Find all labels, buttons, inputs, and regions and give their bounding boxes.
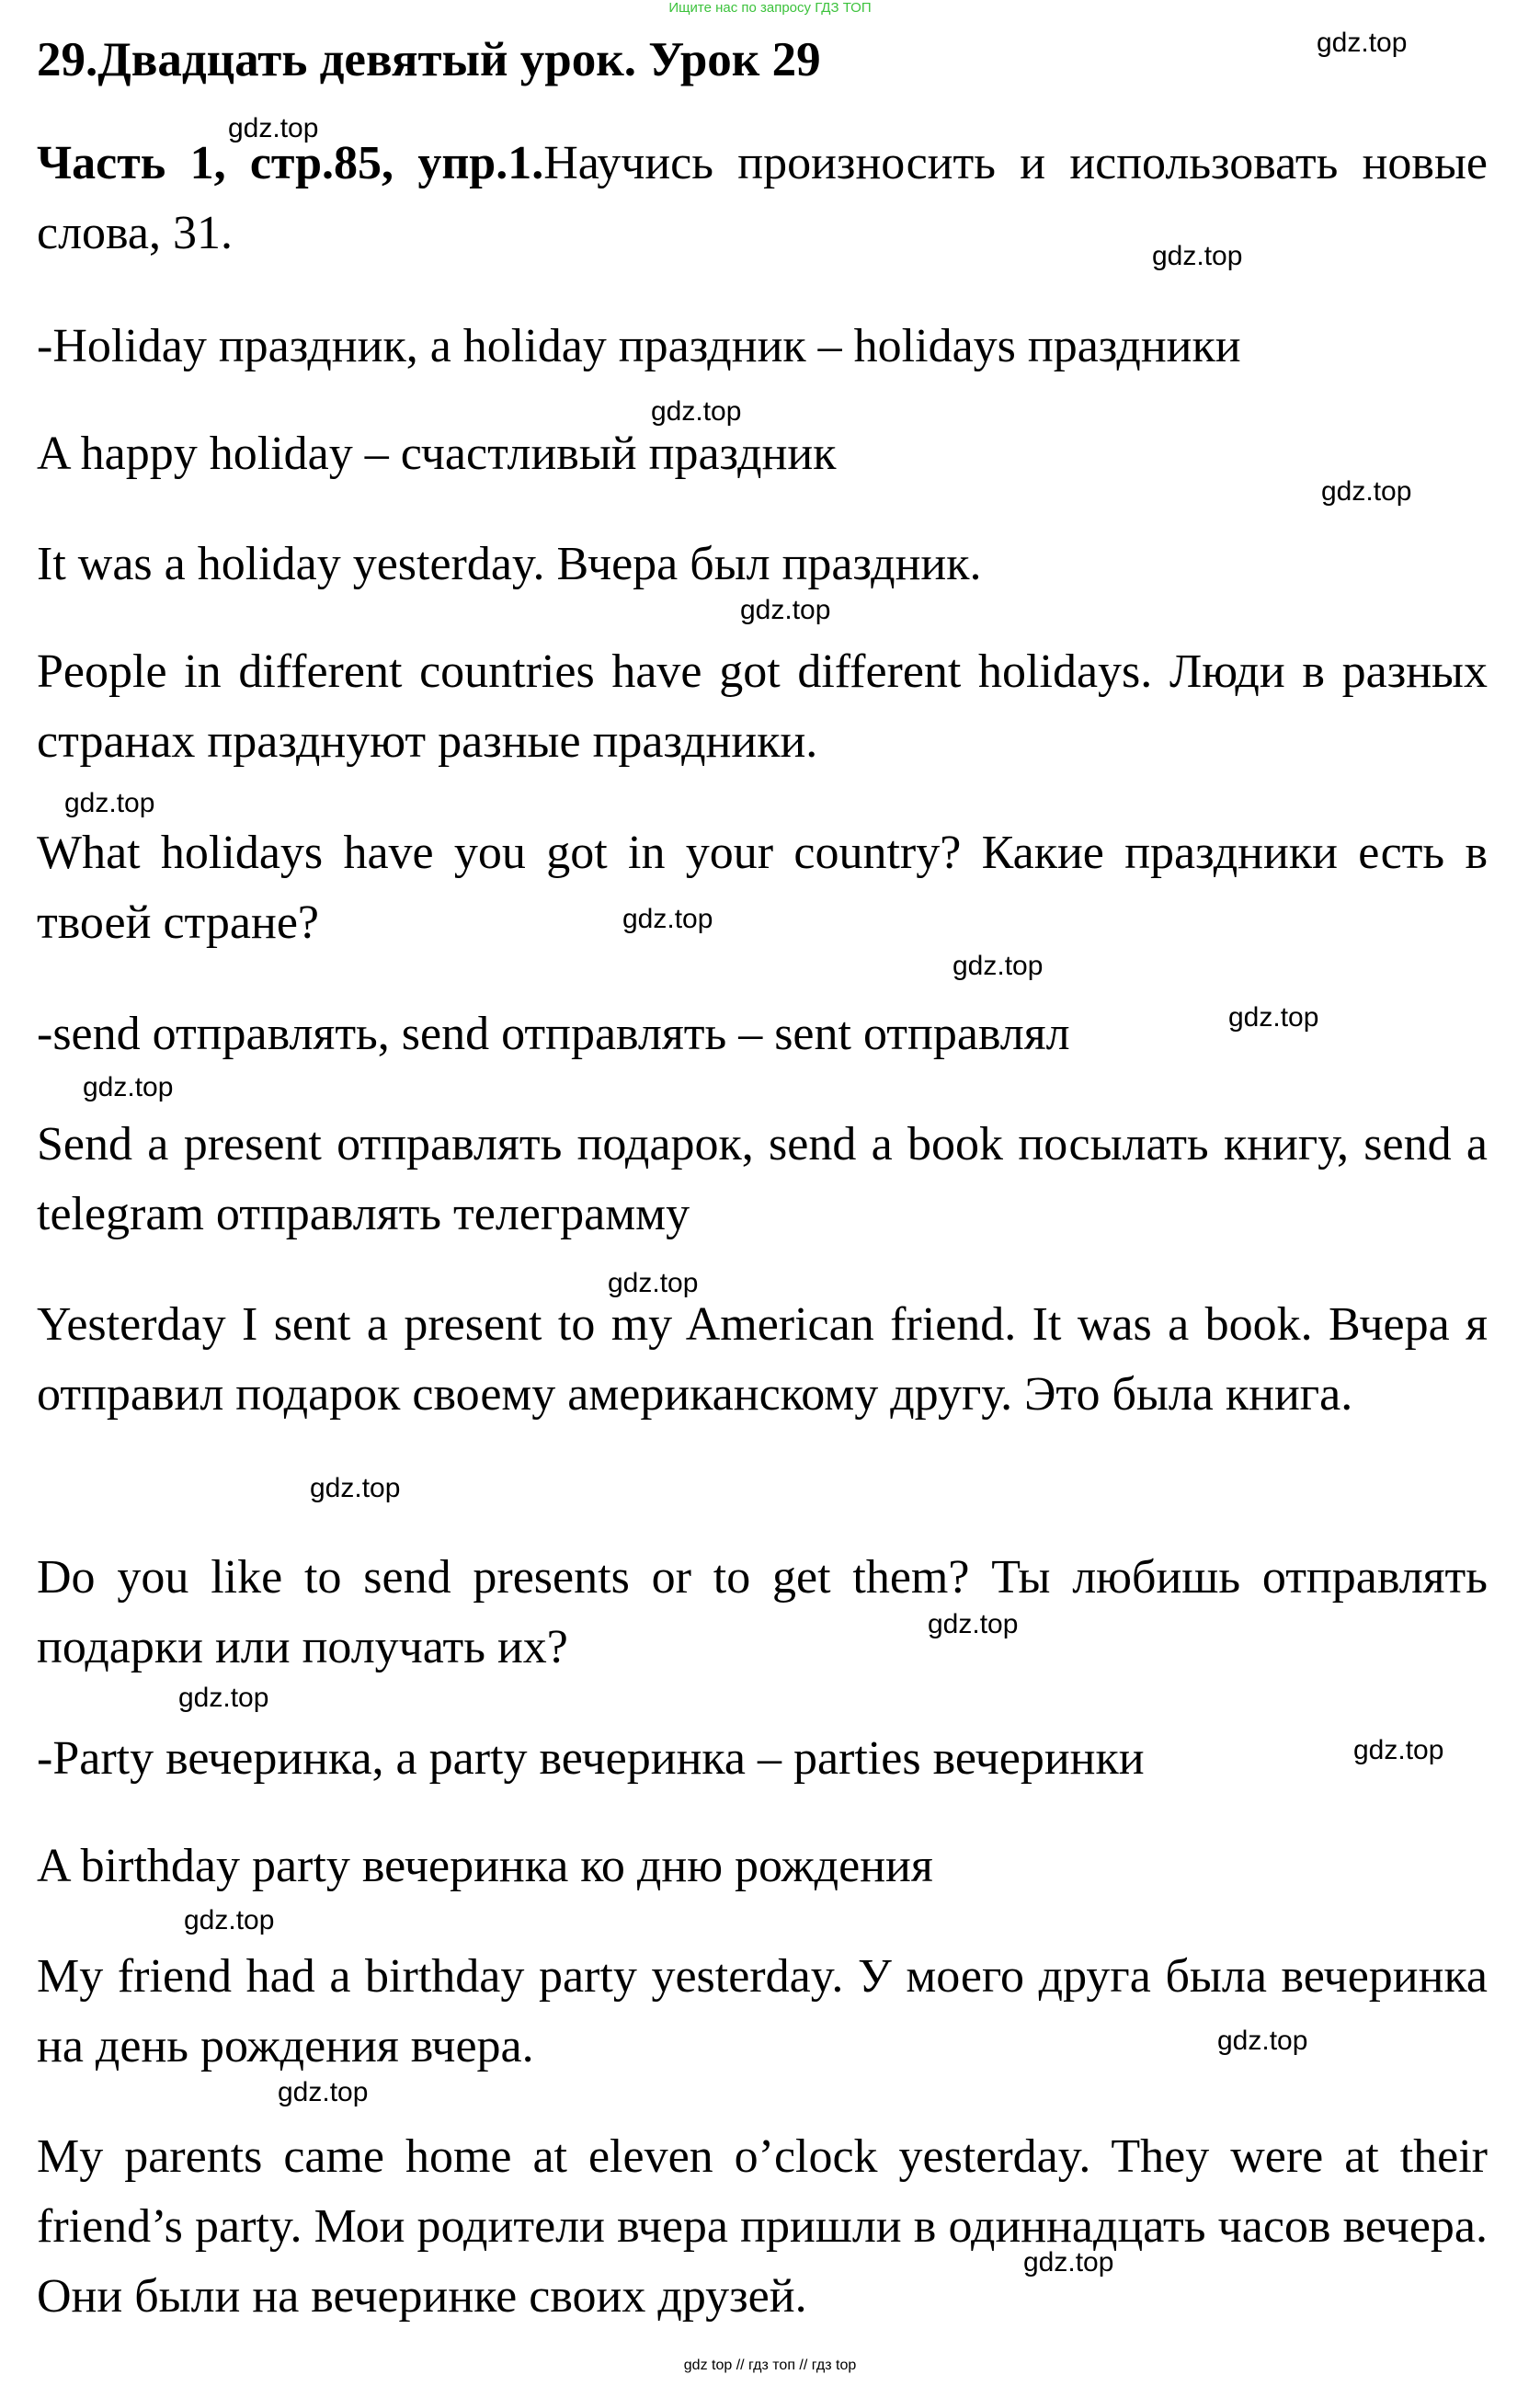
watermark: gdz.top [1217,2026,1308,2056]
footer-note: gdz top // гдз топ // гдз top [683,2357,857,2373]
paragraph-send-or-get: Do you like to send presents or to get them? Ты любишь отправлять подарки или получать их? [37,1551,1488,1673]
watermark: gdz.top [184,1905,275,1935]
watermark: gdz.top [622,904,713,934]
watermark: gdz.top [178,1683,269,1713]
task-label: Часть 1, стр.85, упр.1. [37,137,544,189]
watermark: gdz.top [953,951,1044,981]
watermark: gdz.top [310,1473,401,1503]
task-text: Научись произносить и использовать новые слова, 31. [37,137,1489,259]
paragraph-holiday-yesterday: It was a holiday yesterday. Вчера был праздник. [37,538,982,590]
watermark: gdz.top [228,113,319,143]
watermark: gdz.top [740,595,831,625]
watermark: gdz.top [83,1072,174,1102]
watermark: gdz.top [1353,1735,1444,1765]
paragraph-holiday-forms: -Holiday праздник, a holiday праздник – holidays праздники [37,320,1241,372]
paragraph-send-forms: -send отправлять, send отправлять – sent отправлял [37,1008,1070,1060]
watermark: gdz.top [928,1609,1019,1639]
watermark: gdz.top [278,2077,369,2107]
watermark: gdz.top [1228,1002,1319,1033]
watermark: gdz.top [1317,28,1408,58]
paragraph-happy-holiday: A happy holiday – счастливый праздник [37,428,837,480]
watermark: gdz.top [651,396,742,427]
task-heading [37,129,1488,268]
watermark: gdz.top [64,788,155,818]
page-title: 29.Двадцать девятый урок. Урок 29 [37,33,821,86]
watermark: gdz.top [1152,241,1243,271]
paragraph-friend-party: My friend had a birthday party yesterday. У моего друга была вечеринка на день рождения вчера. [37,1950,1488,2072]
paragraph-sent-present: Yesterday I sent a present to my American friend. It was a book. Вчера я отправил подарок своему американскому другу. Это была книга. [37,1298,1488,1421]
paragraph-send-examples: Send a present отправлять подарок, send a book посылать книгу, send a telegram отправлять телеграмму [37,1118,1488,1240]
paragraph-what-holidays: What holidays have you got in your country? Какие праздники есть в твоей стране? [37,827,1488,949]
top-search-note: Ищите нас по запросу ГДЗ ТОП [668,0,872,16]
paragraph-birthday-party: A birthday party вечеринка ко дню рождения [37,1840,933,1892]
watermark: gdz.top [1023,2247,1114,2278]
paragraph-different-holidays: People in different countries have got different holidays. Люди в разных странах празднуют разные праздники. [37,645,1488,768]
paragraph-parents-came-home: My parents came home at eleven o’clock yesterday. They were at their friend’s party. Мои родители вчера пришли в одиннадцать часов вечера. Они были на вечеринке своих друзей. [37,2130,1488,2323]
paragraph-party-forms: -Party вечеринка, a party вечеринка – parties вечеринки [37,1732,1145,1785]
watermark: gdz.top [608,1268,699,1298]
watermark: gdz.top [1321,476,1412,507]
